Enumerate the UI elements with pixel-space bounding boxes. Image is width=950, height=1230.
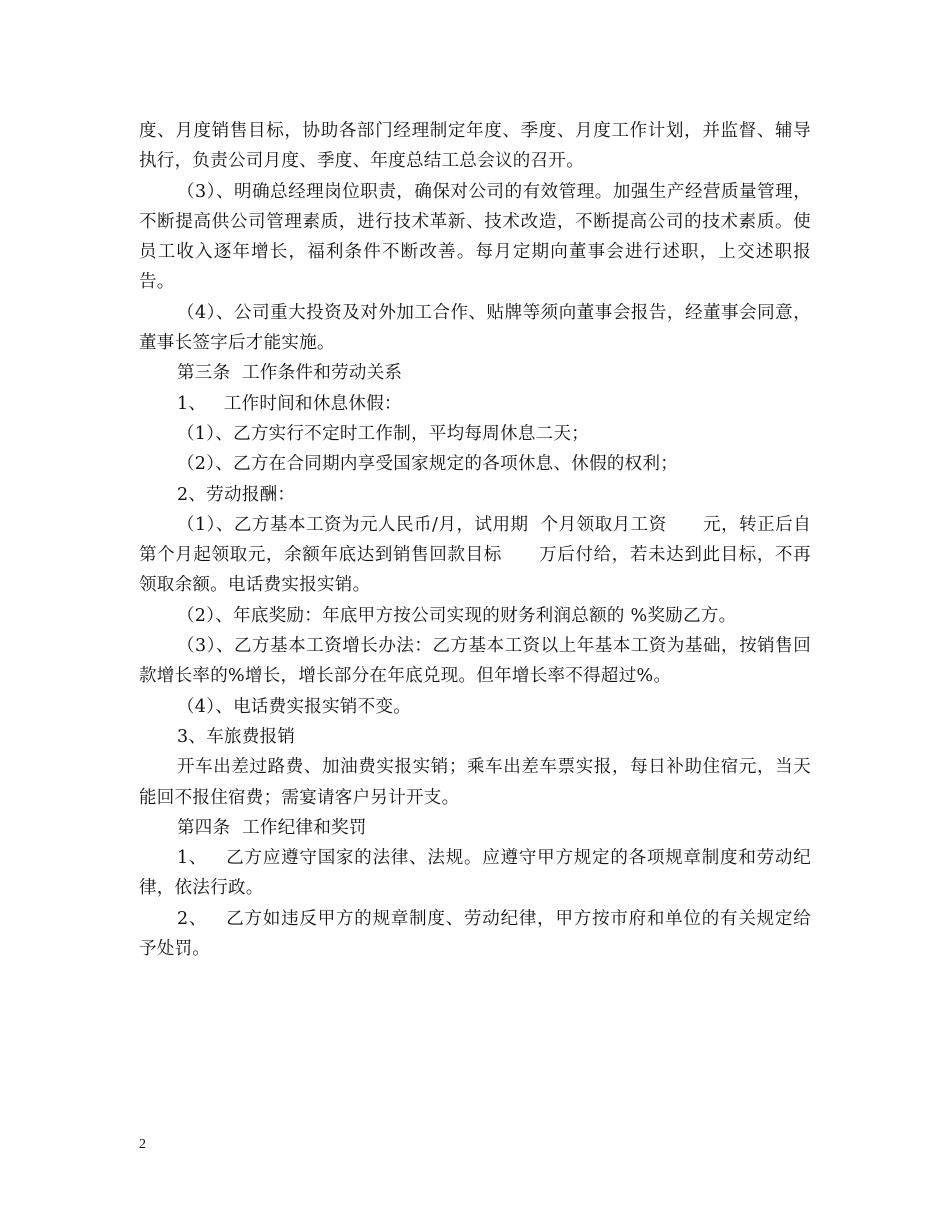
paragraph-14: 开车出差过路费、加油费实报实销；乘车出差车票实报，每日补助住宿元，当天能回不报住宿费；需宴请客户另计开支。 — [139, 757, 811, 808]
paragraph-13: 3、车旅费报销 — [177, 726, 296, 747]
section-heading-3: 第三条 工作条件和劳动关系 — [177, 363, 403, 384]
paragraph-8: 2、劳动报酬： — [177, 484, 296, 505]
section-heading-4: 第四条 工作纪律和奖罚 — [177, 817, 367, 838]
paragraph-1: 度、月度销售目标，协助各部门经理制定年度、季度、月度工作计划，并监督、辅导执行，负责公司月度、季度、年度总结工总会议的召开。 — [139, 121, 811, 172]
paragraph-17: 2、 乙方如违反甲方的规章制度、劳动纪律，甲方按市府和单位的有关规定给予处罚。 — [139, 908, 811, 960]
document-body — [139, 116, 811, 964]
paragraph-6: （1）、乙方实行不定时工作制，平均每周休息二天； — [177, 423, 590, 444]
paragraph-2: （3）、明确总经理岗位职责，确保对公司的有效管理。加强生产经营质量管理，不断提高供公司管理素质，进行技术革新、技术改造，不断提高公司的技术素质。使员工收入逐年增长，福利条件不断改善。每月定期向董事会进行述职，上交述职报告。 — [139, 181, 811, 293]
paragraph-5: 1、 工作时间和休息休假： — [177, 393, 402, 414]
paragraph-16: 1、 乙方应遵守国家的法律、法规。应遵守甲方规定的各项规章制度和劳动纪律，依法行政。 — [139, 848, 811, 899]
paragraph-12: （4）、电话费实报实销不变。 — [177, 696, 412, 717]
paragraph-7: （2）、乙方在合同期内享受国家规定的各项休息、休假的权利； — [177, 454, 679, 475]
paragraph-9: （1）、乙方基本工资为元人民币/月，试用期 个月领取月工资 元，转正后自第个月起领取元，余额年底达到销售回款目标 万后付给，若未达到此目标，不再领取余额。电话费实报实销。 — [139, 514, 811, 596]
paragraph-10: （2）、年底奖励：年底甲方按公司实现的财务利润总额的 %奖励乙方。 — [177, 605, 737, 626]
paragraph-3: （4）、公司重大投资及对外加工合作、贴牌等须向董事会报告，经董事会同意，董事长签字后才能实施。 — [139, 302, 811, 354]
page-number: 2 — [139, 1137, 146, 1152]
paragraph-11: （3）、乙方基本工资增长办法：乙方基本工资以上年基本工资为基础，按销售回款增长率的%增长，增长部分在年底兑现。但年增长率不得超过%。 — [139, 636, 811, 687]
